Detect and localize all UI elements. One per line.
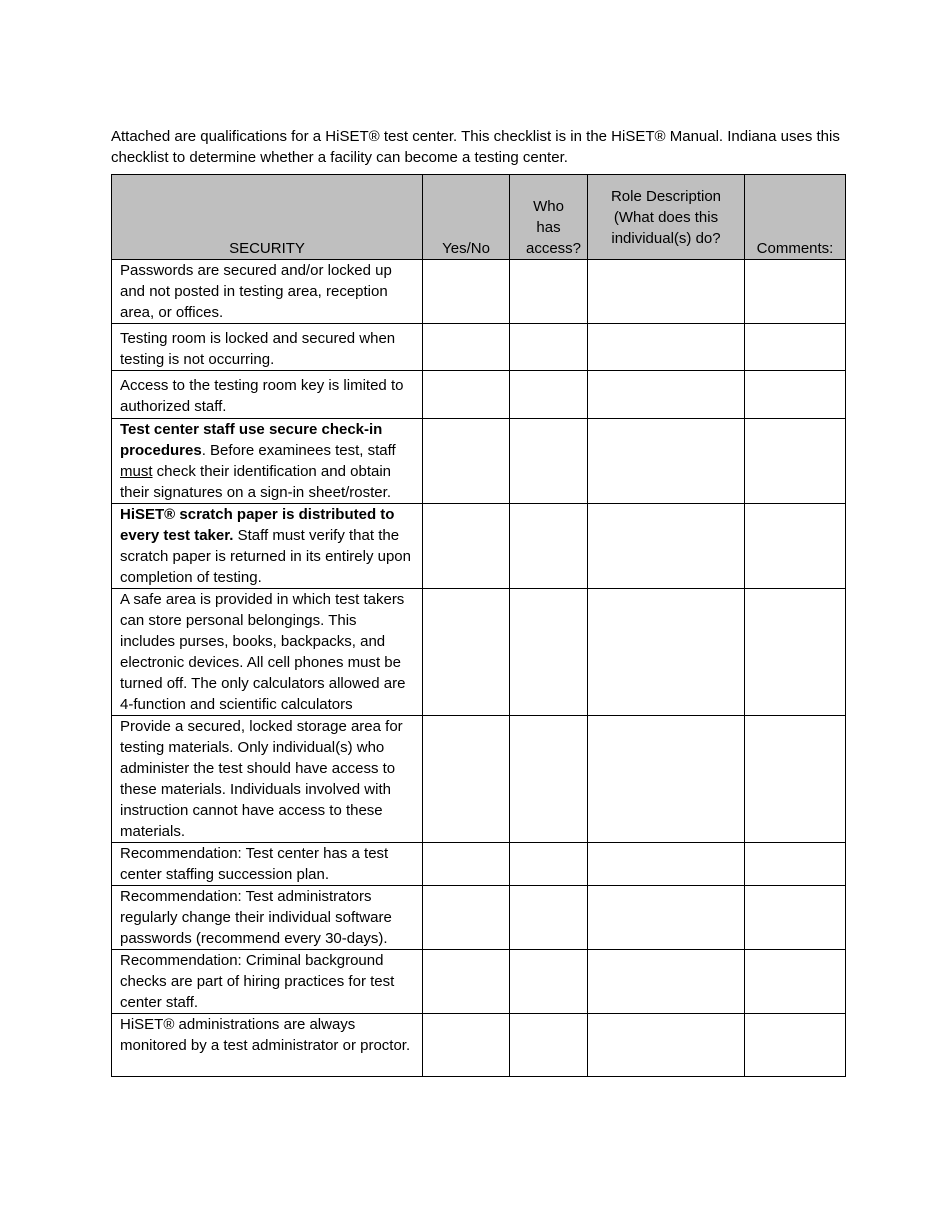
yes-no-cell[interactable] — [423, 324, 510, 371]
table-row — [112, 843, 846, 886]
who-has-access-cell[interactable] — [510, 950, 588, 1014]
security-checklist-table — [111, 174, 846, 1077]
row-item-text: Testing room is locked and secured when testing is not occurring. — [112, 324, 423, 371]
row-item-text: Recommendation: Test administrators regularly change their individual software passwords (recommend every 30-days). — [112, 886, 423, 950]
who-has-access-cell[interactable] — [510, 1014, 588, 1077]
table-row — [112, 950, 846, 1014]
role-description-cell[interactable] — [588, 886, 745, 950]
comments-cell[interactable] — [745, 260, 846, 324]
intro-paragraph: Attached are qualifications for a HiSET® test center. This checklist is in the HiSET® Manual. Indiana uses this checklist to determine whether a facility can become a testing center. — [111, 128, 840, 166]
header-security: SECURITY — [112, 175, 423, 260]
yes-no-cell[interactable] — [423, 589, 510, 716]
row-item-underline: must — [120, 463, 153, 480]
table-row — [112, 260, 846, 324]
table-row — [112, 504, 846, 589]
row-item-text: Provide a secured, locked storage area for testing materials. Only individual(s) who administer the test should have access to these materials. Individuals involved with instruction cannot have access to these materials. — [112, 716, 423, 843]
row-item-text: HiSET® administrations are always monitored by a test administrator or proctor. — [112, 1014, 423, 1077]
role-description-cell[interactable] — [588, 419, 745, 504]
yes-no-cell[interactable] — [423, 260, 510, 324]
row-item-text: Test center staff use secure check-in procedures. Before examinees test, staff must check their identification and obtain their signatures on a sign-in sheet/roster. — [112, 419, 423, 504]
table-row — [112, 371, 846, 419]
table-row — [112, 886, 846, 950]
comments-cell[interactable] — [745, 419, 846, 504]
yes-no-cell[interactable] — [423, 371, 510, 419]
comments-cell[interactable] — [745, 371, 846, 419]
row-item-text: Access to the testing room key is limited to authorized staff. — [112, 371, 423, 419]
role-description-cell[interactable] — [588, 371, 745, 419]
yes-no-cell[interactable] — [423, 950, 510, 1014]
comments-cell[interactable] — [745, 324, 846, 371]
header-row — [112, 175, 846, 260]
role-description-cell[interactable] — [588, 589, 745, 716]
who-has-access-cell[interactable] — [510, 886, 588, 950]
role-description-cell[interactable] — [588, 843, 745, 886]
header-yes-no: Yes/No — [423, 175, 510, 260]
row-item-text: Recommendation: Criminal background checks are part of hiring practices for test center staff. — [112, 950, 423, 1014]
who-has-access-cell[interactable] — [510, 371, 588, 419]
role-description-cell[interactable] — [588, 1014, 745, 1077]
yes-no-cell[interactable] — [423, 1014, 510, 1077]
comments-cell[interactable] — [745, 504, 846, 589]
row-item-text: A safe area is provided in which test takers can store personal belongings. This includes purses, books, backpacks, and electronic devices. All cell phones must be turned off. The only calculators allowed are 4-function and scientific calculators — [112, 589, 423, 716]
table-row — [112, 1014, 846, 1077]
who-has-access-cell[interactable] — [510, 324, 588, 371]
table-row — [112, 589, 846, 716]
role-description-cell[interactable] — [588, 260, 745, 324]
who-has-access-cell[interactable] — [510, 504, 588, 589]
who-has-access-cell[interactable] — [510, 843, 588, 886]
comments-cell[interactable] — [745, 589, 846, 716]
table-row — [112, 716, 846, 843]
yes-no-cell[interactable] — [423, 716, 510, 843]
who-has-access-cell[interactable] — [510, 419, 588, 504]
header-comments: Comments: — [745, 175, 846, 260]
row-item-bold: Test center staff use secure check-in procedures — [120, 421, 383, 459]
role-description-cell[interactable] — [588, 950, 745, 1014]
row-item-text: HiSET® scratch paper is distributed to every test taker. Staff must verify that the scratch paper is returned in its entirely upon completion of testing. — [112, 504, 423, 589]
who-has-access-cell[interactable] — [510, 716, 588, 843]
table-row — [112, 324, 846, 371]
comments-cell[interactable] — [745, 886, 846, 950]
table-row — [112, 419, 846, 504]
header-role-description: Role Description (What does this individual(s) do? — [588, 175, 745, 260]
header-who-has-access: Who has access? — [510, 175, 588, 260]
comments-cell[interactable] — [745, 843, 846, 886]
row-item-text: Passwords are secured and/or locked up and not posted in testing area, reception area, or offices. — [112, 260, 423, 324]
role-description-cell[interactable] — [588, 504, 745, 589]
who-has-access-cell[interactable] — [510, 260, 588, 324]
role-description-cell[interactable] — [588, 324, 745, 371]
yes-no-cell[interactable] — [423, 419, 510, 504]
comments-cell[interactable] — [745, 1014, 846, 1077]
comments-cell[interactable] — [745, 716, 846, 843]
row-item-text: Recommendation: Test center has a test center staffing succession plan. — [112, 843, 423, 886]
comments-cell[interactable] — [745, 950, 846, 1014]
yes-no-cell[interactable] — [423, 504, 510, 589]
row-item-bold: HiSET® scratch paper is distributed to every test taker. — [120, 506, 395, 544]
role-description-cell[interactable] — [588, 716, 745, 843]
yes-no-cell[interactable] — [423, 886, 510, 950]
who-has-access-cell[interactable] — [510, 589, 588, 716]
yes-no-cell[interactable] — [423, 843, 510, 886]
